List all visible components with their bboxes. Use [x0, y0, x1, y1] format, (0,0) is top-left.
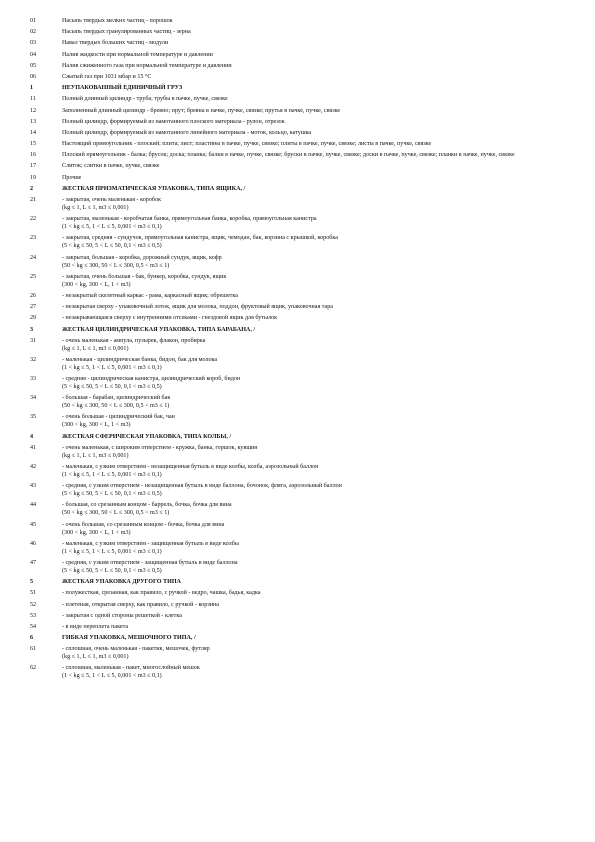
- code-row: [0, 107, 595, 115]
- row-description: - маленькая, с узким отверстием - защищенная бутыль в виде колбы: [62, 540, 239, 547]
- row-description: Налив сжиженного газа при нормальной температуре и давлении: [62, 62, 232, 69]
- row-text-block: [62, 303, 557, 311]
- row-description: ЖЕСТКАЯ ЦИЛИНДРИЧЕСКАЯ УПАКОВКА, ТИПА БАРАБАНА, /: [62, 326, 256, 333]
- row-description: - очень маленькая - ампула, пузырек, флакон, пробирка: [62, 337, 206, 344]
- code-row: [0, 540, 595, 556]
- code-row: [0, 612, 595, 620]
- row-text-block: [62, 273, 557, 289]
- row-description: Налив жидкости при нормальной температуре и давлении: [62, 51, 213, 58]
- code-row: [0, 95, 595, 103]
- row-description: - средняя, с узким отверстием - защищенная бутыль в виде баллона: [62, 559, 238, 566]
- row-description: - очень большая - цилиндрический бак, чан: [62, 414, 175, 421]
- code-row: [0, 151, 595, 159]
- row-code: 43: [30, 483, 37, 490]
- code-row: [0, 356, 595, 372]
- row-code: 06: [30, 73, 37, 80]
- code-row: [0, 196, 595, 212]
- row-code: 25: [30, 273, 37, 280]
- row-text-block: [62, 521, 557, 537]
- row-range: (1 < kg ≤ 5, 1 < L ≤ 5, 0,001 < m3 ≤ 0,1): [62, 224, 162, 231]
- row-code: 24: [30, 254, 37, 261]
- row-text-block: [62, 375, 557, 391]
- row-text-block: [62, 39, 557, 47]
- row-code: 42: [30, 464, 37, 470]
- row-text-block: [62, 612, 557, 620]
- row-range: (300 < kg, 300 < L, 1 < m3): [62, 529, 131, 536]
- code-row: [0, 314, 595, 322]
- row-text-block: [62, 51, 557, 59]
- code-row: [0, 28, 595, 36]
- row-code: 45: [30, 521, 37, 528]
- row-code: 27: [30, 304, 37, 311]
- row-description: - очень маленькая, с широким отверстием - кружка, банка, горшок, кувшин: [62, 444, 258, 451]
- row-description: - плетеная, открытая сверху, как правило, с ручкой - корзина: [62, 601, 219, 608]
- row-description: Прочие: [62, 174, 82, 181]
- row-range: (5 < kg ≤ 50, 5 < L ≤ 50, 0,1 < m3 ≤ 0,5): [62, 567, 162, 574]
- row-description: ЖЕСТКАЯ СФЕРИЧЕСКАЯ УПАКОВКА, ТИПА КОЛБЫ, /: [62, 433, 232, 440]
- row-text-block: [62, 413, 557, 429]
- row-text-block: [62, 433, 557, 441]
- row-description: Слиток; слитки в пачке, пучке, связке: [62, 163, 160, 170]
- code-row: [0, 664, 595, 680]
- row-text-block: [62, 162, 557, 170]
- row-code: 52: [30, 601, 37, 608]
- code-row: [0, 303, 595, 311]
- row-range: (1 < kg ≤ 5, 1 < L ≤ 5, 0,001 < m3 ≤ 0,1): [62, 673, 162, 680]
- row-text-block: [62, 196, 557, 212]
- row-code: 47: [30, 559, 37, 566]
- row-description: Плоский прямоугольник - балка; брусок; доска; планка; балки в пачке, пучке, связке; бруски в пачке, пучке, связке; доски в пачке, пучке, связке; планки в пачке, пучке, связке: [62, 152, 515, 159]
- row-text-block: [62, 601, 557, 609]
- code-row: [0, 645, 595, 661]
- row-text-block: [62, 118, 557, 126]
- code-row: [0, 162, 595, 170]
- code-row: [0, 559, 595, 575]
- section-row: [0, 634, 595, 642]
- row-text-block: [62, 634, 557, 642]
- row-description: - очень большая, со срезанным концом - бочка, бочка для вина: [62, 521, 225, 528]
- row-description: Сжатый газ при 1031 мбар и 15 °С: [62, 73, 152, 80]
- row-text-block: [62, 463, 557, 479]
- row-text-block: [62, 17, 557, 25]
- code-row: [0, 521, 595, 537]
- row-text-block: [62, 151, 557, 159]
- row-code: 13: [30, 118, 37, 125]
- section-row: [0, 578, 595, 586]
- code-row: [0, 140, 595, 148]
- row-range: (5 < kg ≤ 50, 5 < L ≤ 50, 0,1 < m3 ≤ 0,5): [62, 491, 162, 498]
- row-range: (1 < kg ≤ 5, 1 < L ≤ 5, 0,001 < m3 ≤ 0,1): [62, 364, 162, 371]
- row-range: (300 < kg, 300 < L, 1 < m3): [62, 281, 131, 288]
- row-description: НЕУПАКОВАННЫЙ ЕДИНИЧНЫЙ ГРУЗ: [62, 85, 183, 92]
- row-description: Полный цилиндр, формируемый из намотанного линейного материала - моток, кольцо, катушка: [62, 129, 312, 136]
- row-code: 26: [30, 292, 37, 299]
- row-code: 4: [30, 433, 34, 440]
- code-list: [0, 17, 595, 684]
- row-text-block: [62, 62, 557, 70]
- row-description: - незакрывающаяся сверху с внутренними отсеками - гнездовой ящик для бутылок: [62, 315, 278, 322]
- row-description: - полужесткая, срезанная, как правило, с ручкой - ведро, чашка, бадья, кадка: [62, 590, 261, 597]
- code-row: [0, 73, 595, 81]
- row-description: Насыпь твердых мелких частиц - порошок: [62, 18, 173, 24]
- row-code: 61: [30, 646, 37, 653]
- row-code: 5: [30, 579, 34, 586]
- code-row: [0, 394, 595, 410]
- row-text-block: [62, 645, 557, 661]
- row-text-block: [62, 215, 557, 231]
- code-row: [0, 601, 595, 609]
- row-description: - закрытая, средняя - сундучок, прямоугольная канистра, ящик, чемодан, бак, корзина с крышкой, коробка: [62, 235, 338, 242]
- row-code: 02: [30, 29, 37, 36]
- row-code: 17: [30, 163, 37, 170]
- row-text-block: [62, 73, 557, 81]
- section-row: [0, 326, 595, 334]
- row-description: ЖЕСТКАЯ ПРИЗМАТИЧЕСКАЯ УПАКОВКА, ТИПА ЯЩИКА, /: [62, 185, 246, 192]
- code-row: [0, 413, 595, 429]
- row-description: Полный длинный цилиндр - труба; трубы в пачке, пучке, связке: [62, 96, 228, 103]
- row-code: 2: [30, 185, 34, 192]
- row-description: - незакрытый скелетный каркас - рама, каркасный ящик; обрешетка: [62, 292, 238, 299]
- row-text-block: [62, 254, 557, 270]
- row-code: 21: [30, 197, 37, 203]
- row-text-block: [62, 28, 557, 36]
- row-code: 31: [30, 337, 37, 344]
- row-description: - незакрытая сверху - упаковочный лоток, ящик для молока, поддон, фруктовый ящик, упаковочная тара: [62, 304, 333, 311]
- row-range: (kg ≤ 1, L ≤ 1, m3 ≤ 0,001): [62, 345, 129, 352]
- row-code: 35: [30, 414, 37, 421]
- row-text-block: [62, 482, 557, 498]
- row-code: 12: [30, 107, 37, 114]
- row-code: 1: [30, 85, 34, 92]
- row-code: 11: [30, 96, 36, 103]
- row-code: 23: [30, 235, 37, 242]
- code-row: [0, 174, 595, 182]
- row-code: 34: [30, 395, 37, 402]
- row-description: Заполненный длинный цилиндр - бревно; прут; бревна в пачке, пучке, связке; прутья в пачке, пучке, связке: [62, 107, 341, 114]
- row-text-block: [62, 84, 557, 92]
- code-row: [0, 375, 595, 391]
- row-description: - закрытая, очень маленькая - коробок: [62, 197, 161, 203]
- code-row: [0, 463, 595, 479]
- row-range: (kg ≤ 1, L ≤ 1, m3 ≤ 0,001): [62, 654, 129, 661]
- row-range: (50 < kg ≤ 300, 50 < L ≤ 300, 0,5 < m3 ≤ 1): [62, 403, 170, 410]
- code-row: [0, 215, 595, 231]
- row-description: Настоящий прямоугольник - плоский; плита; лист; пластины в пачке, пучке, связке; плиты в пачке, пучке, связке; листы в пачке, пучке, связке: [62, 141, 432, 148]
- row-code: 32: [30, 356, 37, 363]
- row-text-block: [62, 95, 557, 103]
- row-description: - большая, со срезанным концом - баррель, бочка, бочка для вина: [62, 502, 232, 509]
- row-description: - сплошная, маленькая - пакет, многослойный мешок: [62, 665, 200, 672]
- row-description: - закрытая, большая - коробка, дорожный сундук, ящик, кофр: [62, 254, 222, 261]
- row-description: - закрытая с одной стороны решеткой - клетка: [62, 612, 182, 619]
- row-text-block: [62, 314, 557, 322]
- row-text-block: [62, 140, 557, 148]
- row-text-block: [62, 292, 557, 300]
- code-row: [0, 589, 595, 597]
- row-code: 44: [30, 502, 37, 509]
- row-description: - в виде переплета пакета: [62, 623, 129, 630]
- code-row: [0, 273, 595, 289]
- row-range: (1 < kg ≤ 5, 1 < L ≤ 5, 0,001 < m3 ≤ 0,1): [62, 548, 162, 555]
- row-code: 46: [30, 540, 37, 547]
- row-code: 19: [30, 174, 37, 181]
- row-description: - закрытая, очень большая - бак, бункер, коробка, сундук, ящик: [62, 273, 227, 280]
- row-text-block: [62, 589, 557, 597]
- row-text-block: [62, 185, 557, 193]
- row-description: - маленькая, с узким отверстием - незащищенная бутыль в виде колбы, колба, аэрозольный баллон: [62, 464, 319, 470]
- row-text-block: [62, 129, 557, 137]
- row-code: 53: [30, 612, 37, 619]
- code-row: [0, 254, 595, 270]
- code-row: [0, 234, 595, 250]
- row-code: 05: [30, 62, 37, 69]
- code-row: [0, 482, 595, 498]
- row-code: 51: [30, 590, 37, 597]
- row-code: 01: [30, 18, 37, 24]
- row-text-block: [62, 356, 557, 372]
- row-code: 54: [30, 623, 37, 630]
- row-description: ЖЕСТКАЯ УПАКОВКА ДРУГОГО ТИПА: [62, 579, 181, 586]
- row-text-block: [62, 107, 557, 115]
- section-row: [0, 185, 595, 193]
- code-row: [0, 51, 595, 59]
- row-text-block: [62, 664, 557, 680]
- row-range: (kg ≤ 1, L ≤ 1, m3 ≤ 0,001): [62, 205, 129, 211]
- row-text-block: [62, 337, 557, 353]
- row-text-block: [62, 174, 557, 182]
- row-description: Полный цилиндр, формируемый из намотанного плоского материала - рулон, отрезок: [62, 118, 285, 125]
- row-range: (kg ≤ 1, L ≤ 1, m3 ≤ 0,001): [62, 452, 129, 459]
- row-code: 03: [30, 40, 37, 47]
- row-code: 29: [30, 315, 37, 322]
- row-range: (50 < kg ≤ 300, 50 < L ≤ 300, 0,5 < m3 ≤ 1): [62, 510, 170, 517]
- section-row: [0, 84, 595, 92]
- row-code: 3: [30, 326, 34, 333]
- code-row: [0, 118, 595, 126]
- row-code: 04: [30, 51, 37, 58]
- row-range: (1 < kg ≤ 5, 1 < L ≤ 5, 0,001 < m3 ≤ 0,1): [62, 472, 162, 478]
- row-range: (5 < kg ≤ 50, 5 < L ≤ 50, 0,1 < m3 ≤ 0,5): [62, 384, 162, 391]
- row-text-block: [62, 326, 557, 334]
- row-description: - сплошная, очень маленькая - пакетик, мешочек, футляр: [62, 646, 210, 653]
- code-row: [0, 337, 595, 353]
- row-text-block: [62, 394, 557, 410]
- code-row: [0, 501, 595, 517]
- row-description: ГИБКАЯ УПАКОВКА, МЕШОЧНОГО ТИПА, /: [62, 635, 196, 642]
- code-row: [0, 292, 595, 300]
- row-description: - маленькая - цилиндрическая банка, бидон, бак для молока: [62, 356, 218, 363]
- row-text-block: [62, 578, 557, 586]
- row-code: 6: [30, 635, 34, 642]
- row-description: Насыпь твердых гранулированных частиц - зерна: [62, 29, 191, 36]
- code-row: [0, 39, 595, 47]
- row-code: 62: [30, 665, 37, 672]
- row-description: - средняя - цилиндрическая канистра, цилиндрический короб, бидон: [62, 376, 241, 383]
- row-description: - большая - барабан, цилиндрический бак: [62, 395, 171, 402]
- row-description: - закрытая, маленькая - коробчатая банка, прямоугольная банка, коробка, прямоугольная канистра: [62, 216, 317, 223]
- row-code: 15: [30, 141, 37, 148]
- row-range: (5 < kg ≤ 50, 5 < L ≤ 50, 0,1 < m3 ≤ 0,5): [62, 243, 162, 250]
- row-range: (50 < kg ≤ 300, 50 < L ≤ 300, 0,5 < m3 ≤ 1): [62, 262, 170, 269]
- row-range: (300 < kg, 300 < L, 1 < m3): [62, 422, 131, 429]
- row-description: - средняя, с узким отверстием - незащищенная бутыль в виде баллона, бочонок, фляга, аэрозольный баллон: [62, 483, 342, 490]
- row-code: 14: [30, 129, 37, 136]
- row-text-block: [62, 234, 557, 250]
- row-text-block: [62, 540, 557, 556]
- row-code: 22: [30, 216, 37, 223]
- code-row: [0, 444, 595, 460]
- row-code: 41: [30, 444, 37, 451]
- code-row: [0, 623, 595, 631]
- code-row: [0, 17, 595, 25]
- row-code: 33: [30, 376, 37, 383]
- row-text-block: [62, 444, 557, 460]
- row-text-block: [62, 501, 557, 517]
- section-row: [0, 433, 595, 441]
- code-row: [0, 129, 595, 137]
- row-description: Навал твердых больших частиц - модули: [62, 40, 169, 47]
- row-code: 16: [30, 152, 37, 159]
- row-text-block: [62, 559, 557, 575]
- row-text-block: [62, 623, 557, 631]
- code-row: [0, 62, 595, 70]
